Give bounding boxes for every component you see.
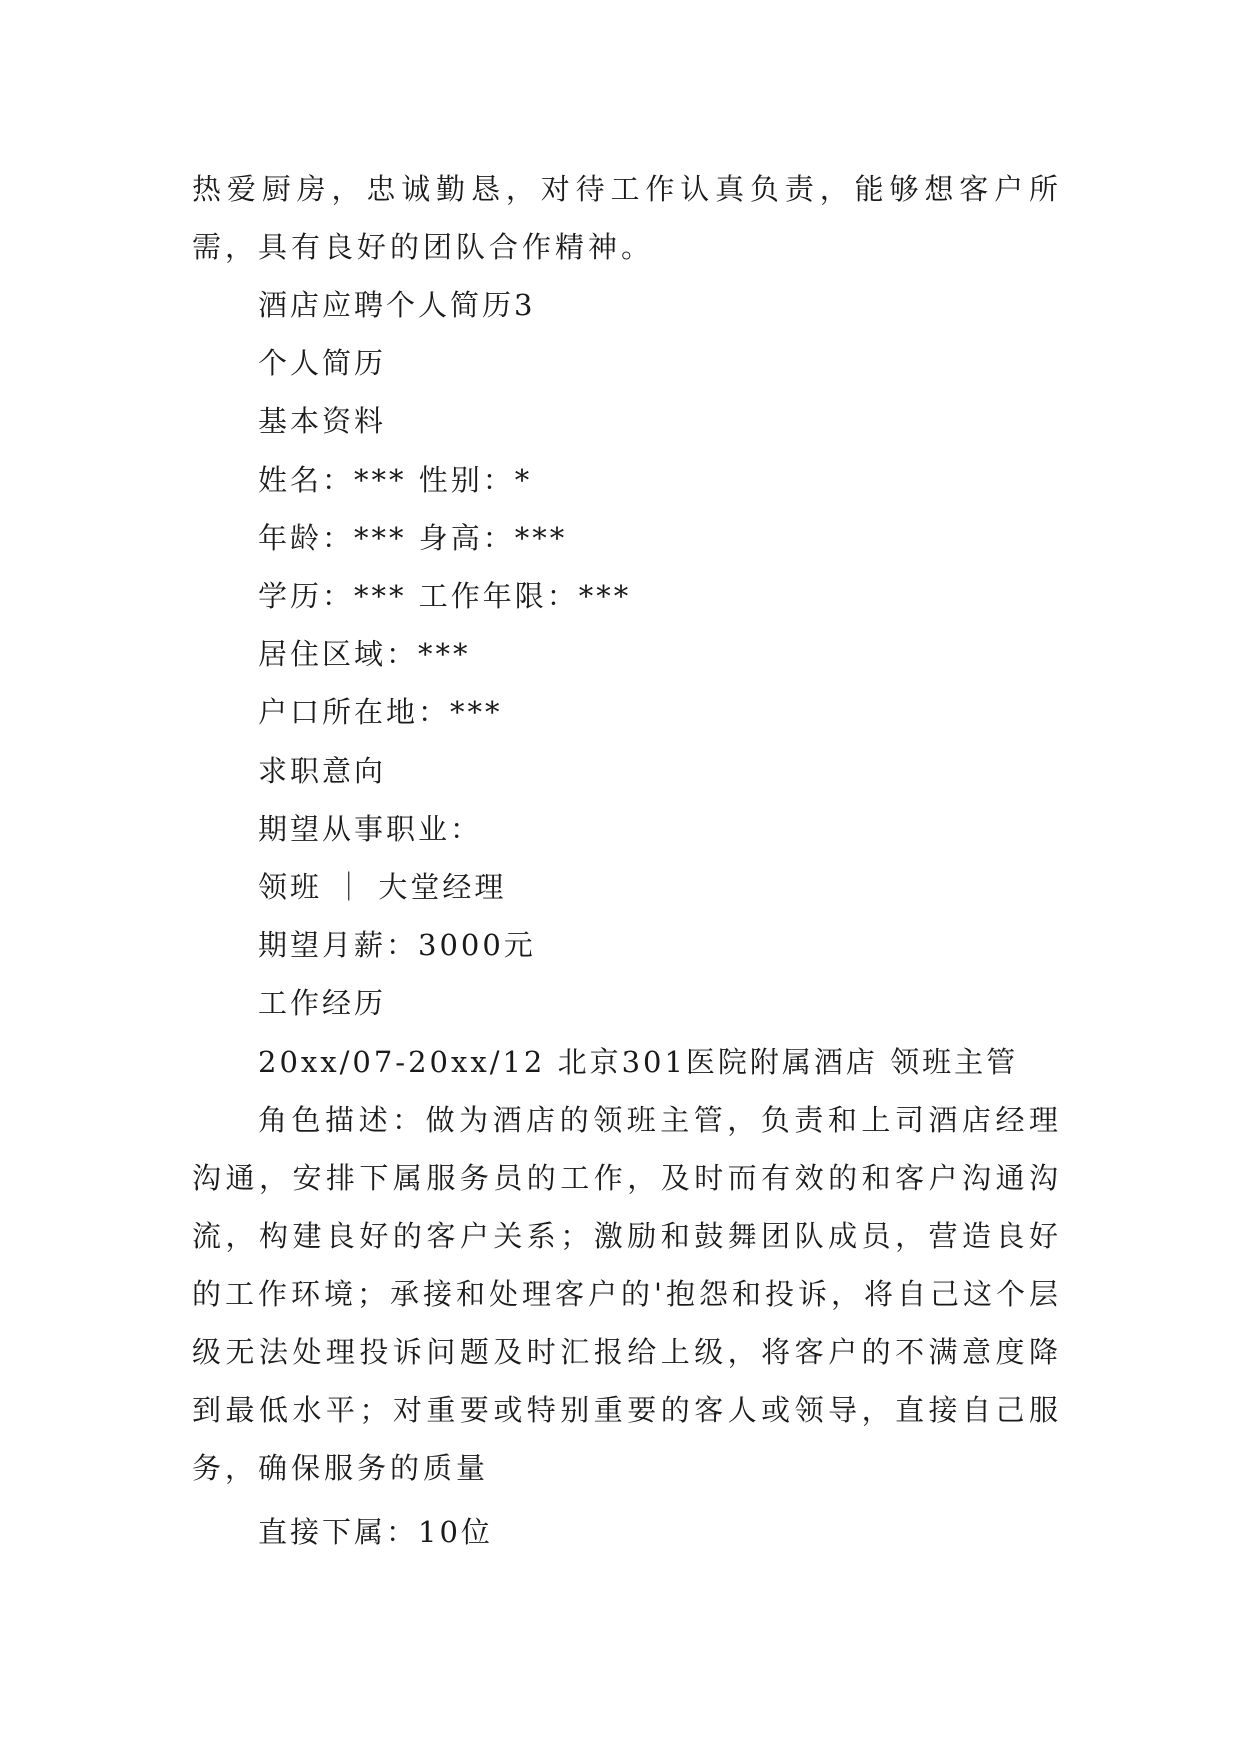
- hukou-line: 户口所在地：***: [258, 695, 503, 730]
- section-title-basic-info: 基本资料: [258, 404, 387, 439]
- resume-heading: 酒店应聘个人简历3: [258, 288, 536, 322]
- section-title-work-experience: 工作经历: [258, 986, 387, 1021]
- work-experience-entry: 20xx/07-20xx/12 北京301医院附属酒店 领班主管: [258, 1044, 1019, 1079]
- desired-occupation-value: 领班 ｜ 大堂经理: [258, 870, 507, 905]
- section-title-resume: 个人简历: [258, 346, 387, 381]
- desired-salary-line: 期望月薪：3000元: [258, 928, 536, 963]
- education-experience-line: 学历：*** 工作年限：***: [258, 579, 632, 614]
- age-height-line: 年龄：*** 身高：***: [258, 520, 568, 555]
- residence-line: 居住区域：***: [258, 637, 471, 672]
- document-body: [192, 160, 1062, 1561]
- section-title-job-intent: 求职意向: [258, 753, 387, 788]
- role-description-paragraph: 角色描述：做为酒店的领班主管，负责和上司酒店经理沟通，安排下属服务员的工作，及时而有效的和客户沟通沟流，构建良好的客户关系；激励和鼓舞团队成员，营造良好的工作环境；承接和处理客户的'抱怨和投诉，将自己这个层级无法处理投诉问题及时汇报给上级，将客户的不满意度降到最低水平；对重要或特别重要的客人或领导，直接自己服务，确保服务的质量: [192, 1102, 1062, 1485]
- desired-occupation-label: 期望从事职业：: [258, 811, 483, 846]
- intro-paragraph: 热爱厨房，忠诚勤恳，对待工作认真负责，能够想客户所需，具有良好的团队合作精神。: [192, 172, 1062, 264]
- name-gender-line: 姓名：*** 性别：*: [258, 462, 533, 497]
- direct-reports-line: 直接下属：10位: [258, 1514, 493, 1549]
